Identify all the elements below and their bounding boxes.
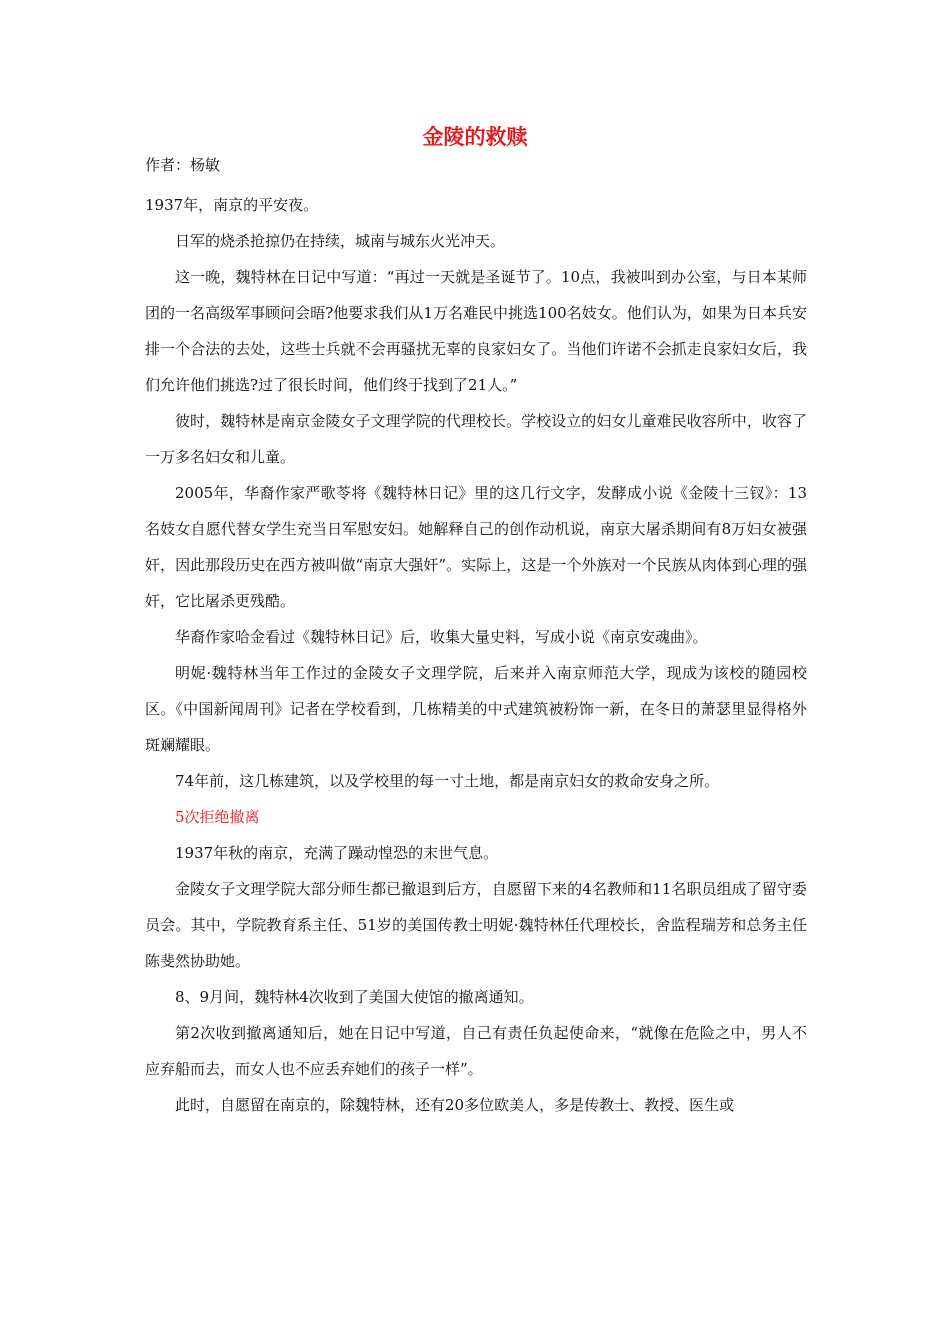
section-subheading: 5次拒绝撤离	[175, 808, 260, 826]
paragraph: 华裔作家哈金看过《魏特林日记》后，收集大量史料，写成小说《南京安魂曲》。	[175, 628, 708, 646]
article-title: 金陵的救赎	[422, 125, 528, 149]
paragraph: 74年前，这几栋建筑，以及学校里的每一寸土地，都是南京妇女的救命安身之所。	[175, 772, 720, 790]
article-body	[145, 187, 807, 1123]
paragraph: 彼时，魏特林是南京金陵女子文理学院的代理校长。学校设立的妇女儿童难民收容所中，收容了一万多名妇女和儿童。	[145, 412, 807, 466]
paragraph: 金陵女子文理学院大部分师生都已撤退到后方，自愿留下来的4名教师和11名职员组成了留守委员会。其中，学院教育系主任、51岁的美国传教士明妮·魏特林任代理校长，舍监程瑞芳和总务主任陈斐然协助她。	[145, 880, 807, 970]
paragraph: 第2次收到撤离通知后，她在日记中写道，自己有责任负起使命来，“就像在危险之中，男人不应弃船而去，而女人也不应丢弃她们的孩子一样”。	[145, 1024, 807, 1078]
paragraph: 日军的烧杀抢掠仍在持续，城南与城东火光冲天。	[175, 232, 506, 250]
author-line: 作者：杨敏	[145, 156, 221, 174]
paragraph: 明妮·魏特林当年工作过的金陵女子文理学院，后来并入南京师范大学，现成为该校的随园校区。《中国新闻周刊》记者在学校看到，几栋精美的中式建筑被粉饰一新，在冬日的萧瑟里显得格外斑斓耀眼。	[145, 664, 807, 754]
paragraph: 2005年，华裔作家严歌苓将《魏特林日记》里的这几行文字，发酵成小说《金陵十三钗》：13名妓女自愿代替女学生充当日军慰安妇。她解释自己的创作动机说，南京大屠杀期间有8万妇女被强奸，因此那段历史在西方被叫做“南京大强奸”。实际上，这是一个外族对一个民族从肉体到心理的强奸，它比屠杀更残酷。	[145, 484, 807, 610]
paragraph: 8、9月间，魏特林4次收到了美国大使馆的撤离通知。	[175, 988, 534, 1006]
paragraph: 1937年秋的南京，充满了躁动惶恐的末世气息。	[175, 844, 499, 862]
paragraph: 1937年，南京的平安夜。	[145, 196, 319, 214]
paragraph: 此时，自愿留在南京的，除魏特林，还有20多位欧美人，多是传教士、教授、医生或	[175, 1096, 735, 1114]
paragraph: 这一晚，魏特林在日记中写道：“再过一天就是圣诞节了。10点，我被叫到办公室，与日本某师团的一名高级军事顾问会晤?他要求我们从1万名难民中挑选100名妓女。他们认为，如果为日本兵安排一个合法的去处，这些士兵就不会再骚扰无辜的良家妇女了。当他们许诺不会抓走良家妇女后，我们允许他们挑选?过了很长时间，他们终于找到了21人。”	[145, 268, 807, 394]
